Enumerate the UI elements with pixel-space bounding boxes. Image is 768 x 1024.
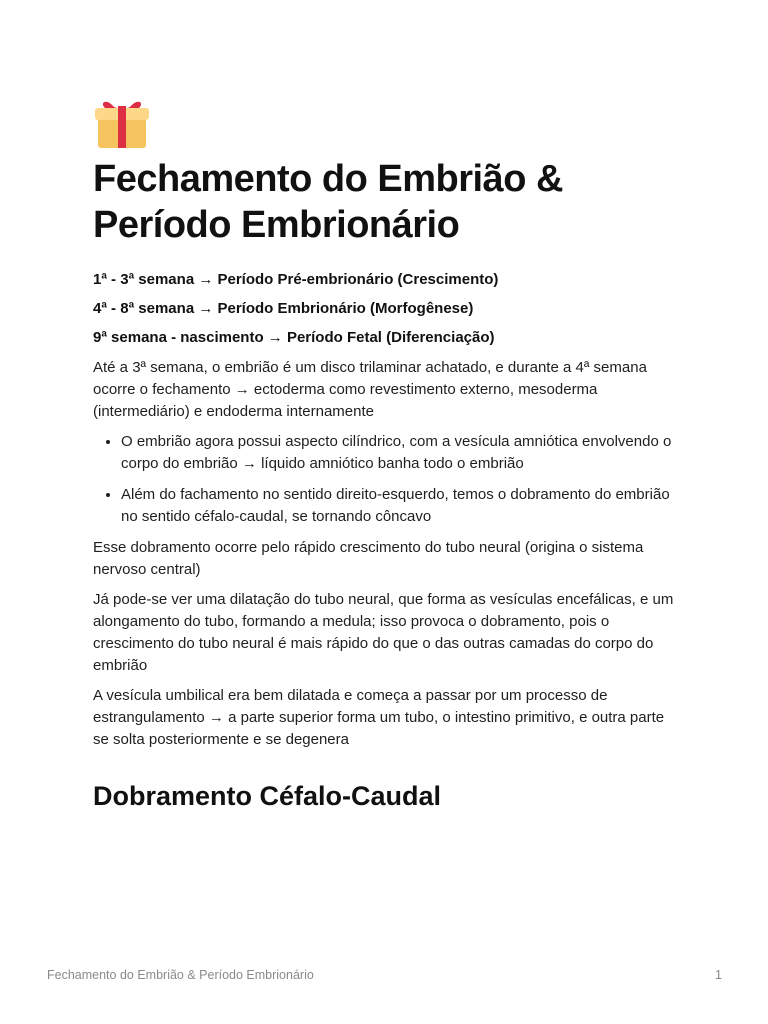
paragraph-folding: Esse dobramento ocorre pelo rápido crescimento do tubo neural (origina o sistema nervoso central)	[93, 539, 644, 578]
document-page	[93, 96, 683, 813]
footer-title: Fechamento do Embrião & Período Embrionário	[47, 968, 314, 982]
page-title	[93, 156, 683, 248]
periods-list	[93, 270, 683, 348]
bullet-list	[93, 431, 683, 528]
bullet-item: • Além do fachamento no sentido direito-esquerdo, temos o dobramento do embrião no sentido céfalo-caudal, se tornando côncavo	[121, 484, 683, 528]
title-line-2: Período Embrionário	[93, 204, 460, 246]
section-heading: Dobramento Céfalo-Caudal	[93, 781, 442, 811]
intro-paragraph: Até a 3ª semana, o embrião é um disco trilaminar achatado, e durante a 4ª semana ocorre o fechamento → ectoderma como revestimento externo, mesoderma (intermediário) e endoderma internamente	[93, 359, 647, 420]
paragraph-neural-tube: Já pode-se ver uma dilatação do tubo neural, que forma as vesículas encefálicas, e um alongamento do tubo, formando a medula; isso provoca o dobramento, pois o crescimento do tubo neural é mais rápido do que o das outras camadas do corpo do embrião	[93, 591, 674, 674]
paragraph-umbilical-vesicle: A vesícula umbilical era bem dilatada e começa a passar por um processo de estrangulamento → a parte superior forma um tubo, o intestino primitivo, e outra parte se solta posteriormente e se degenera	[93, 687, 665, 748]
period-fetal: 9ª semana - nascimento → Período Fetal (Diferenciação)	[93, 329, 495, 346]
bullet-item: • O embrião agora possui aspecto cilíndrico, com a vesícula amniótica envolvendo o corpo do embrião → líquido amniótico banha todo o embrião	[121, 431, 683, 475]
page-number: 1	[715, 968, 722, 982]
title-line-1: Fechamento do Embrião &	[93, 158, 563, 200]
period-pre-embryonic: 1ª - 3ª semana → Período Pré-embrionário (Crescimento)	[93, 271, 499, 288]
period-embryonic: 4ª - 8ª semana → Período Embrionário (Morfogênese)	[93, 300, 474, 317]
gift-icon	[93, 96, 151, 150]
